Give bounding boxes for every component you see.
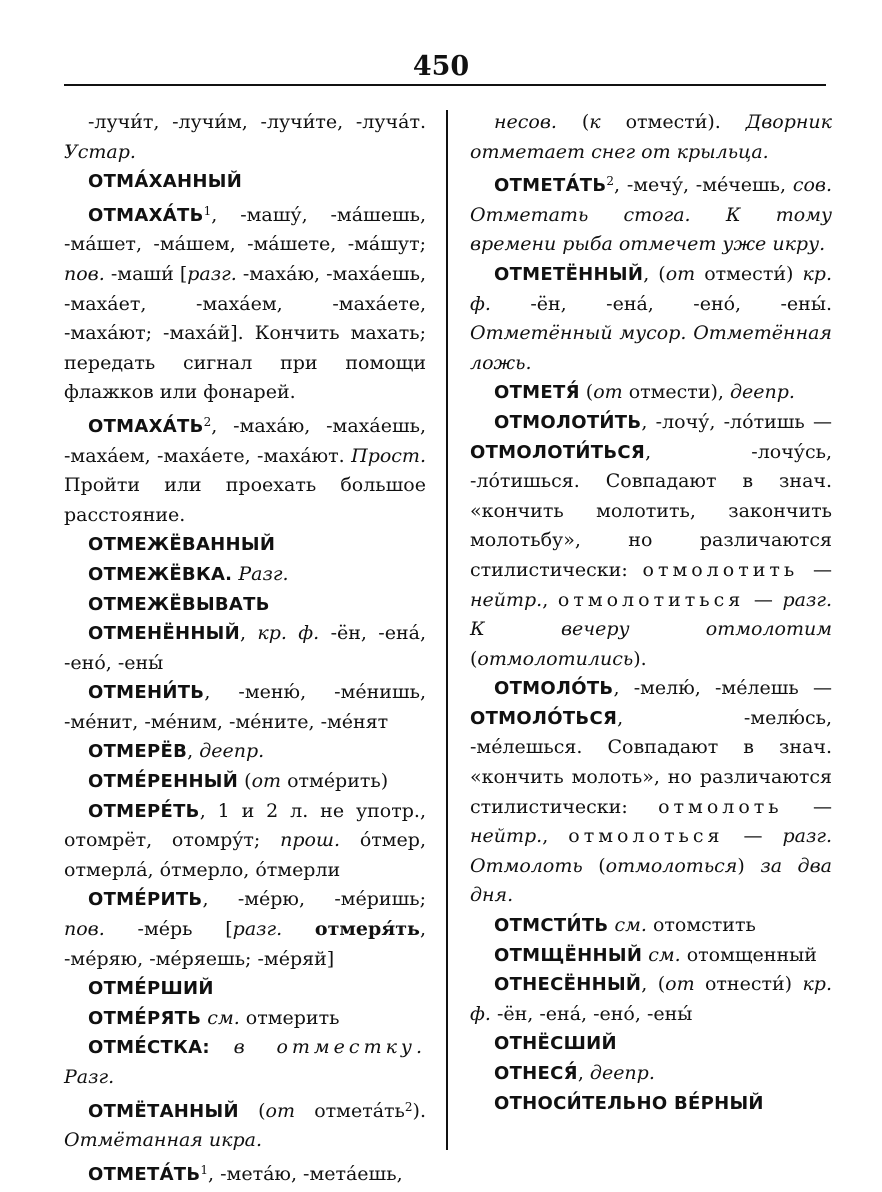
dictionary-entry (470, 260, 832, 378)
italic-text: от (665, 973, 695, 996)
headword: ОТМЩЁННЫЙ (494, 944, 643, 966)
entry-text: -лучи́т, -лучи́м, -лучи́те, -луча́т. (88, 111, 426, 133)
italic-text: отмолоться (605, 854, 738, 877)
dictionary-entry (64, 167, 426, 197)
entry-text: отомщенный (680, 943, 817, 966)
dictionary-entry (64, 108, 426, 167)
headword: ОТМАХА́ТЬ (88, 415, 204, 437)
italic-text: нейтр. (470, 825, 543, 848)
entry-text: -ён, -ена́, -ено́, -ены́ (64, 622, 426, 674)
dictionary-entry (470, 108, 832, 167)
headword: ОТМА́ХАННЫЙ (88, 171, 243, 193)
headword: ОТМЕТЯ́ (494, 382, 580, 404)
entry-text: -маха́ю, -маха́ешь, -маха́ет, -маха́ем, -маха́ете, -маха́ют; -маха́й]. Кончить махать; передать сигнал при помощи флажков или фонарей. (64, 262, 426, 404)
entry-text: , -меню́, -ме́нишь, -ме́нит, -ме́ним, -ме́ните, -ме́нят (64, 681, 426, 733)
entry-text: отме́рить) (281, 770, 389, 793)
entry-text: , (542, 588, 558, 611)
entry-text: отмета́ть (294, 1099, 405, 1122)
superscript-index: 1 (200, 1162, 209, 1177)
spaced-italic-text: в отместку. (233, 1036, 426, 1059)
headword: ОТМЕРЕ́ТЬ (88, 800, 200, 822)
headword: ОТМЕРЁВ (88, 741, 188, 763)
entry-text: отнести́) (694, 973, 803, 996)
italic-text: пов. (64, 262, 105, 285)
headword: ОТМОЛО́ТЬ (494, 678, 614, 700)
dictionary-entry (470, 1059, 832, 1089)
entry-text: , -мета́ю, -мета́ешь, (208, 1162, 403, 1185)
entry-text: , -машу́, -ма́шешь, -ма́шет, -ма́шем, -ма́шете, -ма́шут; (64, 203, 426, 256)
entry-text: Пройти или проехать большое расстояние. (64, 474, 426, 526)
headword: ОТМАХА́ТЬ (88, 204, 204, 226)
dictionary-entry (64, 197, 426, 408)
italic-text: Разг. (64, 1066, 115, 1088)
entry-text (210, 1036, 234, 1058)
dictionary-entry (64, 590, 426, 620)
entry-text: , (577, 1062, 590, 1084)
entry-text: , ( (641, 973, 666, 996)
headword: ОТМОЛОТИ́ТЬ (494, 411, 642, 433)
headword: ОТМОЛОТИ́ТЬСЯ (470, 441, 646, 463)
italic-text: за два дня. (470, 854, 832, 907)
entry-text: -ён, -ена́, -ено́, -ены́ (490, 1002, 693, 1025)
entry-text: отомстить (646, 914, 756, 937)
italic-text: кр. ф. (470, 262, 832, 315)
dictionary-entry (64, 974, 426, 1004)
italic-text: от (593, 381, 623, 404)
italic-text: пов. (64, 918, 105, 941)
headword: ОТМЕТА́ТЬ (88, 1163, 201, 1185)
dictionary-entry (64, 1033, 426, 1092)
dictionary-entry (470, 941, 832, 971)
dictionary-entry (64, 1156, 426, 1190)
entry-text: ). (412, 1099, 426, 1122)
italic-text: сов. Отметать стога. К тому времени рыба отмечет уже икру. (470, 174, 832, 256)
dictionary-entry (64, 619, 426, 678)
italic-text: деепр. (729, 381, 795, 404)
entry-text: , (240, 622, 258, 645)
entry-text: , -ме́ряю, -ме́ряешь; -ме́ряй] (64, 918, 426, 970)
italic-text: от (265, 1099, 295, 1122)
italic-text: Разг. (238, 562, 289, 585)
dictionary-entry (470, 378, 832, 408)
italic-text: от (665, 262, 696, 285)
italic-text: несов. (494, 111, 557, 133)
dictionary-entry (470, 911, 832, 941)
italic-text: разг. К вечеру отмолотим (470, 588, 832, 641)
italic-text: кр. ф. (470, 973, 832, 1025)
italic-text: кр. ф. (257, 622, 320, 645)
headword: ОТМЁТАННЫЙ (88, 1100, 239, 1122)
italic-text: см. (614, 914, 647, 937)
spaced-text: отмолоться (568, 825, 724, 848)
dictionary-entry (470, 408, 832, 674)
entry-text: -маши́ [ (104, 262, 188, 285)
italic-text: нейтр. (470, 588, 543, 611)
italic-text: к (589, 111, 601, 133)
italic-text: Устар. (64, 140, 136, 163)
dictionary-entry (64, 797, 426, 886)
headword: ОТМСТИ́ТЬ (494, 915, 609, 937)
header-rule (64, 84, 826, 86)
entry-text: , -маха́ю, -маха́ешь, -маха́ем, -маха́ете, -маха́ют. (64, 414, 426, 467)
dictionary-entry (64, 408, 426, 530)
entry-text: , (187, 740, 200, 763)
left-column (64, 108, 426, 1189)
headword: ОТНОСИ́ТЕЛЬНО ВЕ́РНЫЙ (494, 1092, 764, 1114)
headword: ОТНЕСЯ́ (494, 1063, 578, 1084)
italic-text: см. (648, 943, 681, 966)
entry-text: , -мелю́сь, -ме́лешься. Совпадают в знач. «кончить молоть», но различаются стилистически: (470, 706, 832, 818)
entry-text: — (744, 588, 783, 611)
headword: ОТНЁСШИЙ (494, 1033, 617, 1055)
headword: ОТМЕЖЁВАННЫЙ (88, 534, 276, 556)
entry-text: , (542, 825, 569, 848)
entry-text: , -мелю́, -ме́лешь — (613, 677, 832, 700)
headword: ОТМЕЖЁВЫВАТЬ (88, 593, 270, 615)
entry-text: ( (582, 854, 606, 877)
superscript-index: 2 (606, 174, 615, 189)
italic-text: разг. Отмолоть (470, 825, 832, 877)
italic-text: Отметённый мусор. Отметённая ложь. (470, 322, 832, 374)
entry-text: ( (238, 770, 252, 793)
spaced-text: отмолотить (642, 558, 799, 581)
headword: ОТМОЛО́ТЬСЯ (470, 707, 618, 729)
headword: ОТМЕТЁННЫЙ (494, 263, 644, 285)
dictionary-entry (64, 530, 426, 560)
entry-text: отмести́). (600, 111, 746, 133)
dictionary-entry (470, 167, 832, 260)
entry-text: ( (579, 381, 594, 404)
dictionary-entry (470, 1089, 832, 1119)
headword: ОТМЕ́РЕННЫЙ (88, 771, 239, 793)
italic-text: Прост. (351, 444, 426, 467)
dictionary-entry (64, 767, 426, 797)
entry-text: ) (737, 854, 761, 877)
headword: ОТМЕЖЁВКА. (88, 563, 233, 585)
entry-text: ). (633, 647, 647, 670)
bold-text: отмеря́ть (314, 918, 420, 941)
italic-text: деепр. (199, 740, 265, 763)
headword: ОТНЕСЁННЫЙ (494, 974, 642, 996)
dictionary-entry (64, 885, 426, 974)
spaced-text: отмолоть (658, 795, 783, 818)
italic-text: разг. (232, 918, 283, 941)
column-divider (446, 110, 448, 1150)
dictionary-entry (64, 678, 426, 737)
dictionary-entry (470, 1029, 832, 1059)
entry-text: отмести), (622, 381, 730, 404)
dictionary-entry (64, 560, 426, 590)
entry-text: , -ме́рю, -ме́ришь; (202, 888, 426, 911)
entry-text: , ( (643, 262, 666, 285)
headword: ОТМЕТА́ТЬ (494, 175, 607, 197)
spaced-text: отмолотиться (557, 588, 745, 611)
entry-text: ( (556, 111, 590, 133)
entry-text: , -лочу́, -ло́тишь — (641, 410, 832, 433)
headword: ОТМЕ́РЯТЬ (88, 1007, 202, 1029)
entry-text: , -лочу́сь, -ло́тишься. Совпадают в знач. «кончить молотить, закончить молотьбу», но различаются стилистически: (470, 440, 832, 581)
entry-text: отмести́) (695, 262, 803, 285)
superscript-index: 1 (203, 203, 212, 218)
entry-text: — (782, 795, 833, 818)
italic-text: прош. (280, 829, 341, 852)
italic-text: см. (207, 1006, 240, 1029)
italic-text: Дворник отметает снег от крыльца. (470, 111, 832, 163)
entry-text: , 1 и 2 л. не употр., отомрёт, отомру́т; (64, 799, 426, 852)
dictionary-entry (470, 674, 832, 911)
italic-text: от (251, 770, 282, 793)
italic-text: деепр. (589, 1062, 655, 1084)
page-number: 450 (412, 51, 470, 82)
dictionary-entry (470, 970, 832, 1029)
superscript-index: 2 (203, 414, 212, 429)
entry-text: о́тмер, отмерла́, о́тмерло, о́тмерли (64, 829, 426, 881)
entry-text (282, 918, 315, 940)
entry-text: ( (470, 647, 478, 670)
headword: ОТМЕНЁННЫЙ (88, 623, 240, 645)
superscript-index: 2 (404, 1099, 413, 1114)
headword: ОТМЕ́РШИЙ (88, 978, 214, 1000)
headword: ОТМЕ́РИТЬ (88, 889, 203, 911)
entry-text: -ён, -ена́, -ено́, -ены́. (490, 292, 832, 315)
entry-text: , -мечу́, -ме́чешь, (614, 174, 793, 197)
dictionary-entry (64, 1004, 426, 1034)
italic-text: отмолотились (477, 647, 634, 670)
dictionary-entry (64, 737, 426, 767)
entry-text: — (798, 558, 832, 581)
entry-text: — (723, 825, 783, 848)
italic-text: Отмётанная икра. (64, 1129, 263, 1152)
dictionary-entry (64, 1093, 426, 1156)
entry-text: -ме́рь [ (104, 918, 233, 941)
headword: ОТМЕ́СТКА: (88, 1037, 210, 1059)
entry-text: отмерить (239, 1006, 340, 1029)
headword: ОТМЕНИ́ТЬ (88, 682, 205, 704)
right-column (470, 108, 832, 1118)
entry-text: ( (238, 1099, 266, 1122)
italic-text: разг. (187, 262, 237, 285)
